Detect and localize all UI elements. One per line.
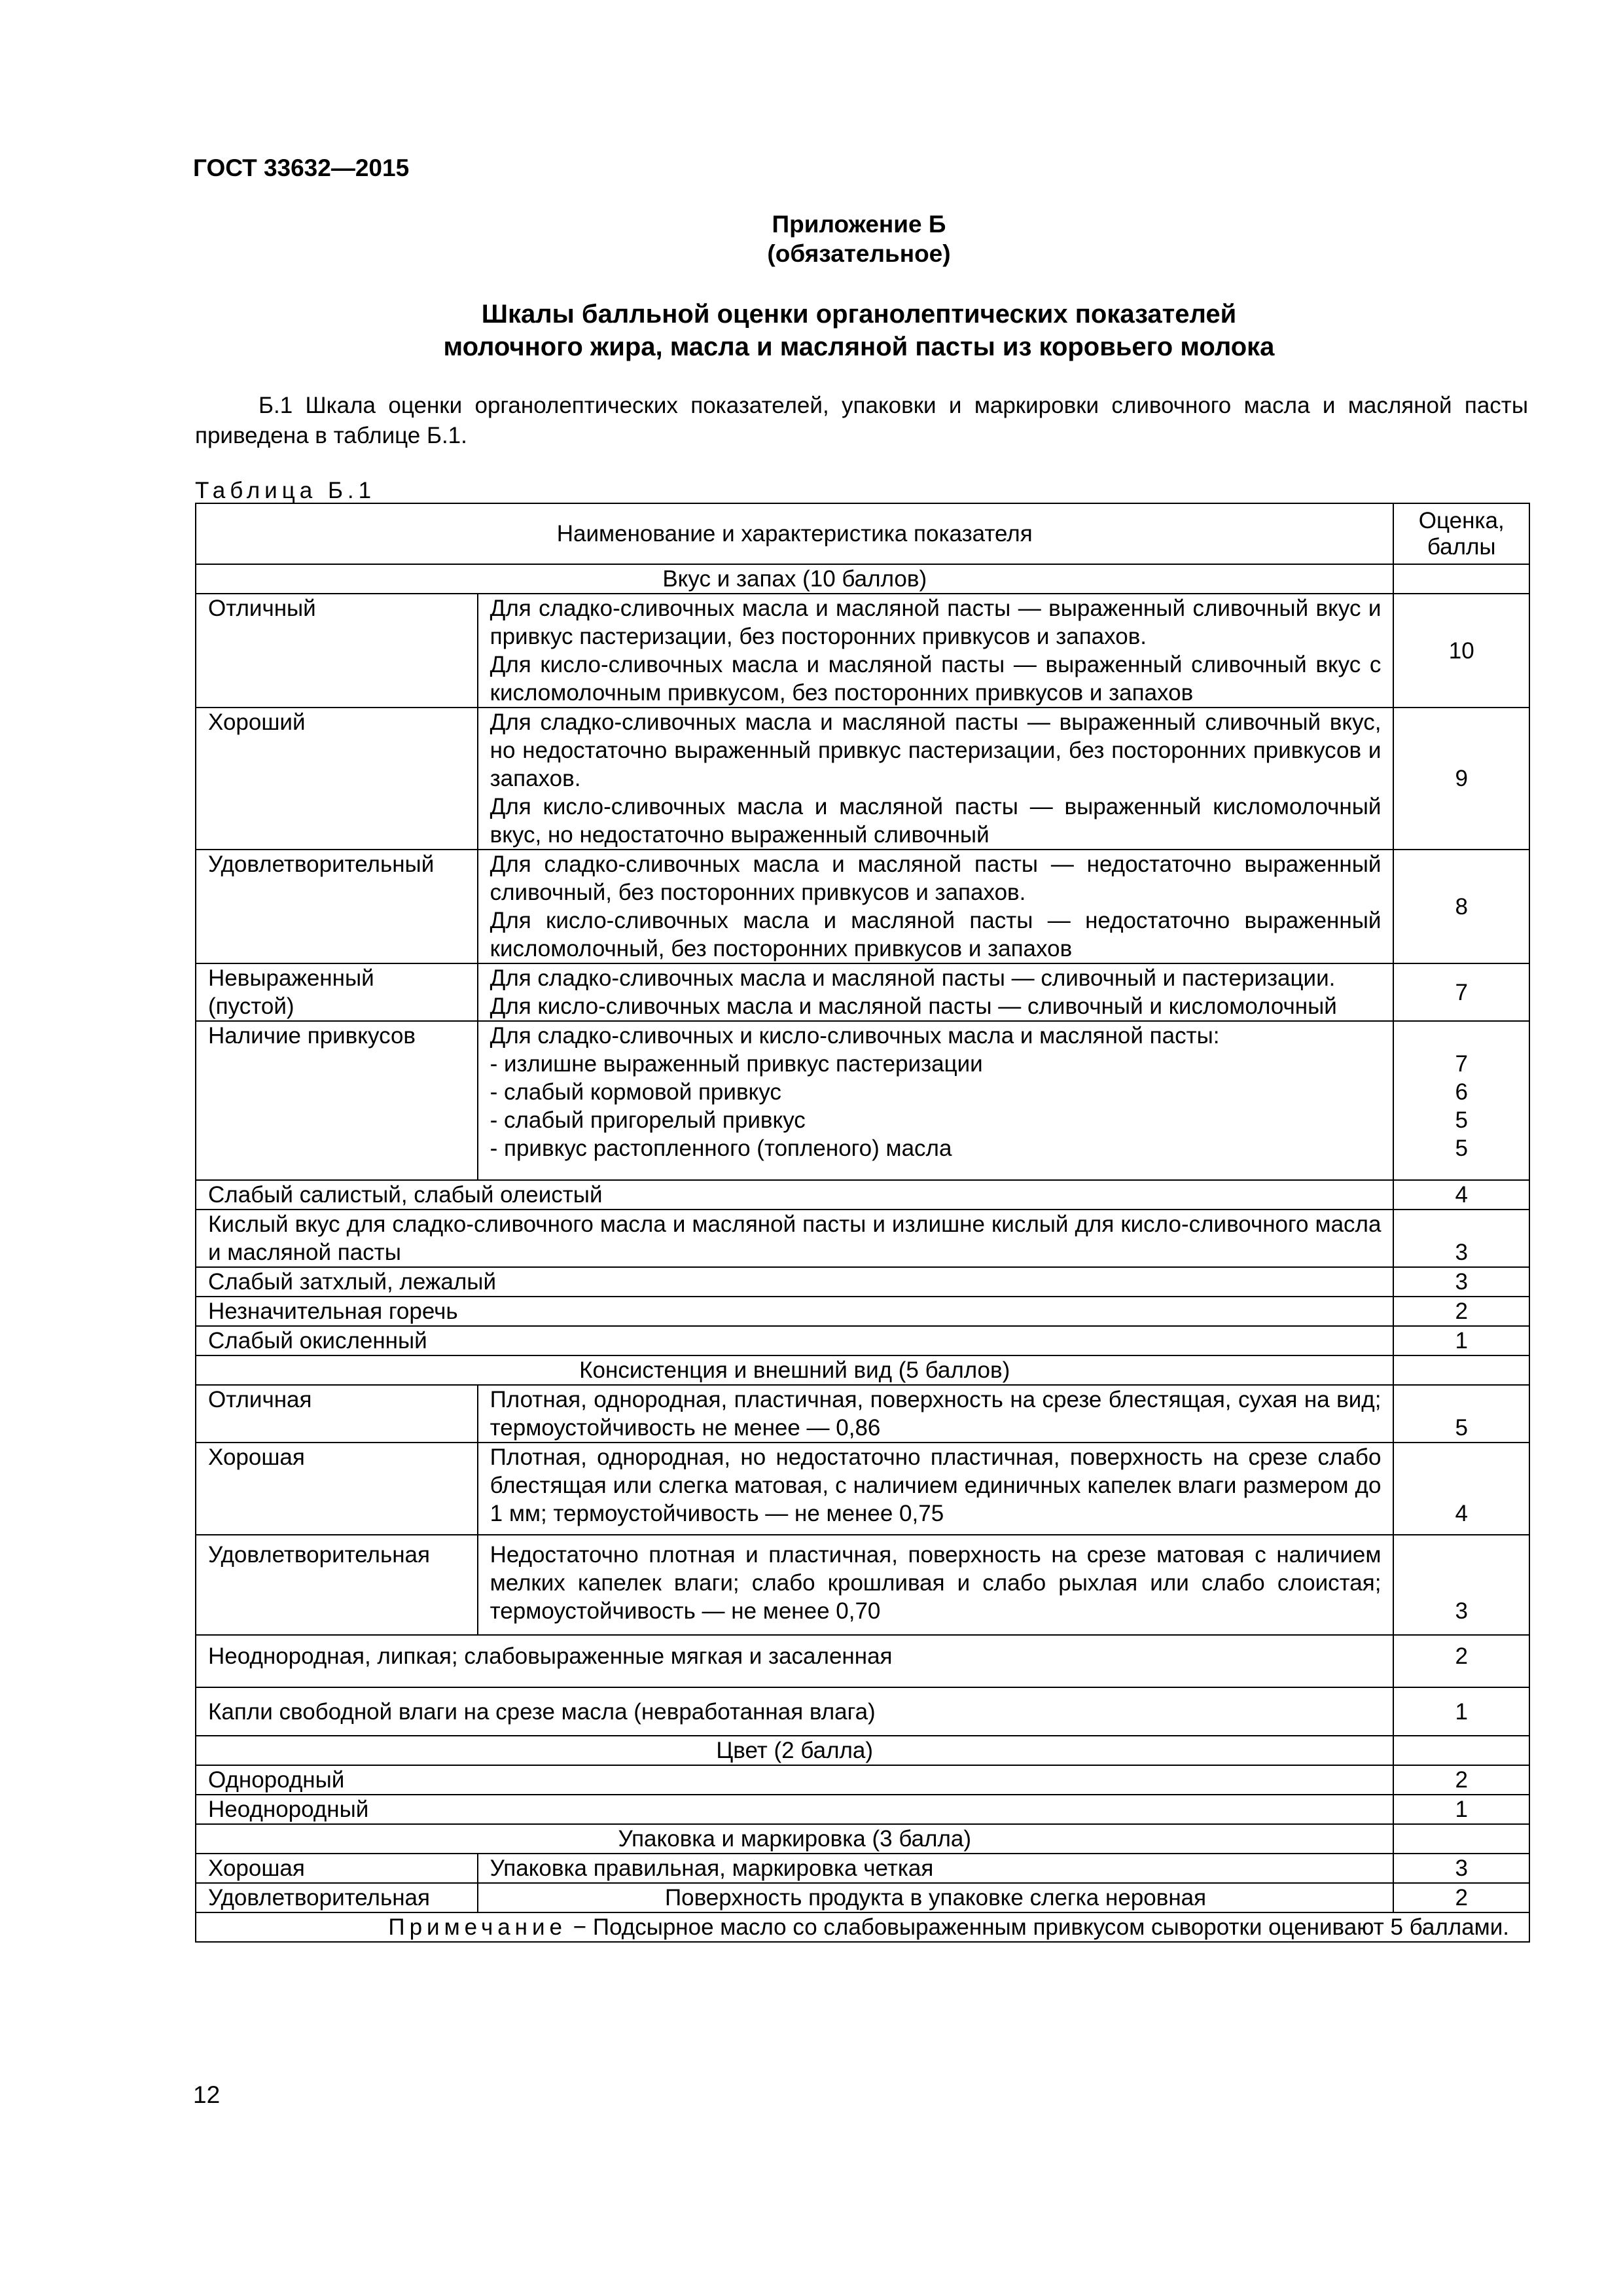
table-row (196, 1267, 1529, 1297)
page-number: 12 (193, 2081, 221, 2108)
row-label: Хорошая (196, 1854, 478, 1883)
page-title-line-2: молочного жира, масла и масляной пасты из коровьего молока (443, 332, 1275, 361)
row-score: 3 (1393, 1854, 1529, 1883)
page-title (0, 298, 1623, 363)
row-label: Удовлетворительный (196, 850, 478, 963)
row-score: 1 (1393, 1795, 1529, 1824)
row-label: Удовлетворительная (196, 1883, 478, 1912)
row-description: Недостаточно плотная и пластичная, поверхность на срезе матовая с наличием мелких капелек влаги; слабо крошливая и слабо рыхлая или слабо слоистая; термоустойчивость — не менее 0,70 (478, 1535, 1394, 1635)
header-score-line-2: баллы (1427, 533, 1496, 560)
description-sweet-cream: Для сладко-сливочных масла и масляной пасты — выраженный сливочный вкус, но недостаточно выраженный привкус пастеризации, без посторонних привкусов и запахов. (490, 709, 1382, 791)
description-sweet-cream: Для сладко-сливочных масла и масляной пасты — недостаточно выраженный сливочный, без посторонних привкусов и запахов. (490, 852, 1382, 905)
note-label: Примечание (388, 1914, 567, 1940)
row-description (478, 963, 1394, 1021)
table-row (196, 1021, 1529, 1180)
table-row (196, 1443, 1529, 1535)
table-row (196, 1765, 1529, 1795)
section-title-taste: Вкус и запах (10 баллов) (196, 564, 1393, 594)
section-row-color (196, 1736, 1529, 1765)
row-label: Удовлетворительная (196, 1535, 478, 1635)
header-name: Наименование и характеристика показателя (196, 503, 1393, 564)
row-score: 4 (1393, 1443, 1529, 1535)
description-sweet-cream: Для сладко-сливочных масла и масляной пасты — сливочный и пастеризации. (490, 965, 1336, 991)
empty-cell (1393, 1736, 1529, 1765)
table-row (196, 1385, 1529, 1443)
table-row (196, 594, 1529, 708)
row-description (478, 708, 1394, 850)
table-row (196, 1535, 1529, 1635)
row-score: 3 (1393, 1535, 1529, 1635)
score-table (195, 503, 1530, 1943)
appendix-status: (обязательное) (767, 240, 951, 267)
row-description: Поверхность продукта в упаковке слегка неровная (478, 1883, 1394, 1912)
row-score: 4 (1393, 1180, 1529, 1210)
row-label-line-1: Невыраженный (208, 965, 374, 991)
description-sour-cream: Для кисло-сливочных масла и масляной пасты — выраженный кисломолочный вкус, но недостаточно выраженный сливочный (490, 794, 1382, 848)
row-score: 2 (1393, 1883, 1529, 1912)
row-description (478, 594, 1394, 708)
section-title-packaging: Упаковка и маркировка (3 балла) (196, 1824, 1393, 1854)
row-label: Неоднородный (196, 1795, 1393, 1824)
row-label: Однородный (196, 1765, 1393, 1795)
empty-cell (1393, 1824, 1529, 1854)
row-score: 7 (1393, 963, 1529, 1021)
row-label: Слабый салистый, слабый олеистый (196, 1180, 1393, 1210)
table-row (196, 1326, 1529, 1355)
row-label: Капли свободной влаги на срезе масла (невработанная влага) (196, 1687, 1393, 1736)
table-row (196, 963, 1529, 1021)
table-note-row (196, 1912, 1529, 1942)
table-row (196, 708, 1529, 850)
section-title-color: Цвет (2 балла) (196, 1736, 1393, 1765)
intro-paragraph: Б.1 Шкала оценки органолептических показателей, упаковки и маркировки сливочного масла и масляной пасты приведена в таблице Б.1. (195, 393, 1528, 448)
section-row-taste (196, 564, 1529, 594)
row-label: Хороший (196, 708, 478, 850)
list-score: 5 (1455, 1107, 1468, 1133)
table-row (196, 1687, 1529, 1736)
row-score: 1 (1393, 1687, 1529, 1736)
table-row (196, 1180, 1529, 1210)
row-score: 5 (1393, 1385, 1529, 1443)
appendix-heading (0, 209, 1623, 268)
row-label: Отличная (196, 1385, 478, 1443)
header-score-line-1: Оценка, (1418, 507, 1505, 533)
row-score: 3 (1393, 1210, 1529, 1267)
header-score (1393, 503, 1529, 564)
table-row (196, 850, 1529, 963)
table-header-row (196, 503, 1529, 564)
appendix-title: Приложение Б (772, 211, 946, 238)
row-label-line-2: (пустой) (208, 994, 294, 1019)
note-text: − Подсырное масло со слабовыраженным привкусом сыворотки оценивают 5 баллами. (573, 1914, 1509, 1940)
list-item: - слабый пригорелый привкус (490, 1107, 806, 1133)
row-description (478, 850, 1394, 963)
list-item: - привкус растопленного (топленого) масла (490, 1136, 952, 1161)
row-label: Слабый окисленный (196, 1326, 1393, 1355)
table-row (196, 1297, 1529, 1326)
row-label: Кислый вкус для сладко-сливочного масла и масляной пасты и излишне кислый для кисло-сливочного масла и масляной пасты (196, 1210, 1393, 1267)
row-score: 2 (1393, 1297, 1529, 1326)
row-label: Хорошая (196, 1443, 478, 1535)
row-description (478, 1021, 1394, 1180)
description-sour-cream: Для кисло-сливочных масла и масляной пасты — недостаточно выраженный кисломолочный, без посторонних привкусов и запахов (490, 908, 1382, 961)
list-score: 7 (1455, 1051, 1468, 1077)
section-row-consistency (196, 1355, 1529, 1385)
row-score: 1 (1393, 1326, 1529, 1355)
description-sour-cream: Для кисло-сливочных масла и масляной пасты — сливочный и кисломолочный (490, 994, 1337, 1019)
description-intro: Для сладко-сливочных и кисло-сливочных масла и масляной пасты: (490, 1023, 1220, 1049)
page-title-line-1: Шкалы балльной оценки органолептических показателей (481, 300, 1237, 329)
row-score-list (1393, 1021, 1529, 1180)
row-description: Плотная, однородная, пластичная, поверхность на срезе блестящая, сухая на вид; термоустойчивость не менее — 0,86 (478, 1385, 1394, 1443)
list-item: - слабый кормовой привкус (490, 1079, 781, 1105)
list-score: 6 (1455, 1079, 1468, 1105)
row-label: Наличие привкусов (196, 1021, 478, 1180)
table-row (196, 1635, 1529, 1687)
empty-cell (1393, 564, 1529, 594)
row-label: Слабый затхлый, лежалый (196, 1267, 1393, 1297)
row-description: Плотная, однородная, но недостаточно пластичная, поверхность на срезе слабо блестящая или слегка матовая, с наличием единичных капелек влаги размером до 1 мм; термоустойчивость — не менее 0,75 (478, 1443, 1394, 1535)
row-label: Отличный (196, 594, 478, 708)
row-description: Упаковка правильная, маркировка четкая (478, 1854, 1394, 1883)
table-note (196, 1912, 1529, 1942)
table-row (196, 1883, 1529, 1912)
row-score: 10 (1393, 594, 1529, 708)
row-score: 8 (1393, 850, 1529, 963)
table-row (196, 1854, 1529, 1883)
section-row-packaging (196, 1824, 1529, 1854)
row-score: 2 (1393, 1765, 1529, 1795)
row-label: Неоднородная, липкая; слабовыраженные мягкая и засаленная (196, 1635, 1393, 1687)
table-row (196, 1795, 1529, 1824)
description-sweet-cream: Для сладко-сливочных масла и масляной пасты — выраженный сливочный вкус и привкус пастеризации, без посторонних привкусов и запахов. (490, 596, 1382, 649)
row-score: 3 (1393, 1267, 1529, 1297)
row-score: 2 (1393, 1635, 1529, 1687)
description-sour-cream: Для кисло-сливочных масла и масляной пасты — выраженный сливочный вкус с кисломолочным привкусом, без посторонних привкусов и запахов (490, 652, 1382, 706)
row-label: Незначительная горечь (196, 1297, 1393, 1326)
empty-cell (1393, 1355, 1529, 1385)
list-score: 5 (1455, 1136, 1468, 1161)
table-row (196, 1210, 1529, 1267)
table-caption: Таблица Б.1 (195, 478, 376, 503)
standard-number: ГОСТ 33632—2015 (193, 154, 410, 181)
list-item: - излишне выраженный привкус пастеризации (490, 1051, 983, 1077)
row-label (196, 963, 478, 1021)
row-score: 9 (1393, 708, 1529, 850)
section-title-consistency: Консистенция и внешний вид (5 баллов) (196, 1355, 1393, 1385)
